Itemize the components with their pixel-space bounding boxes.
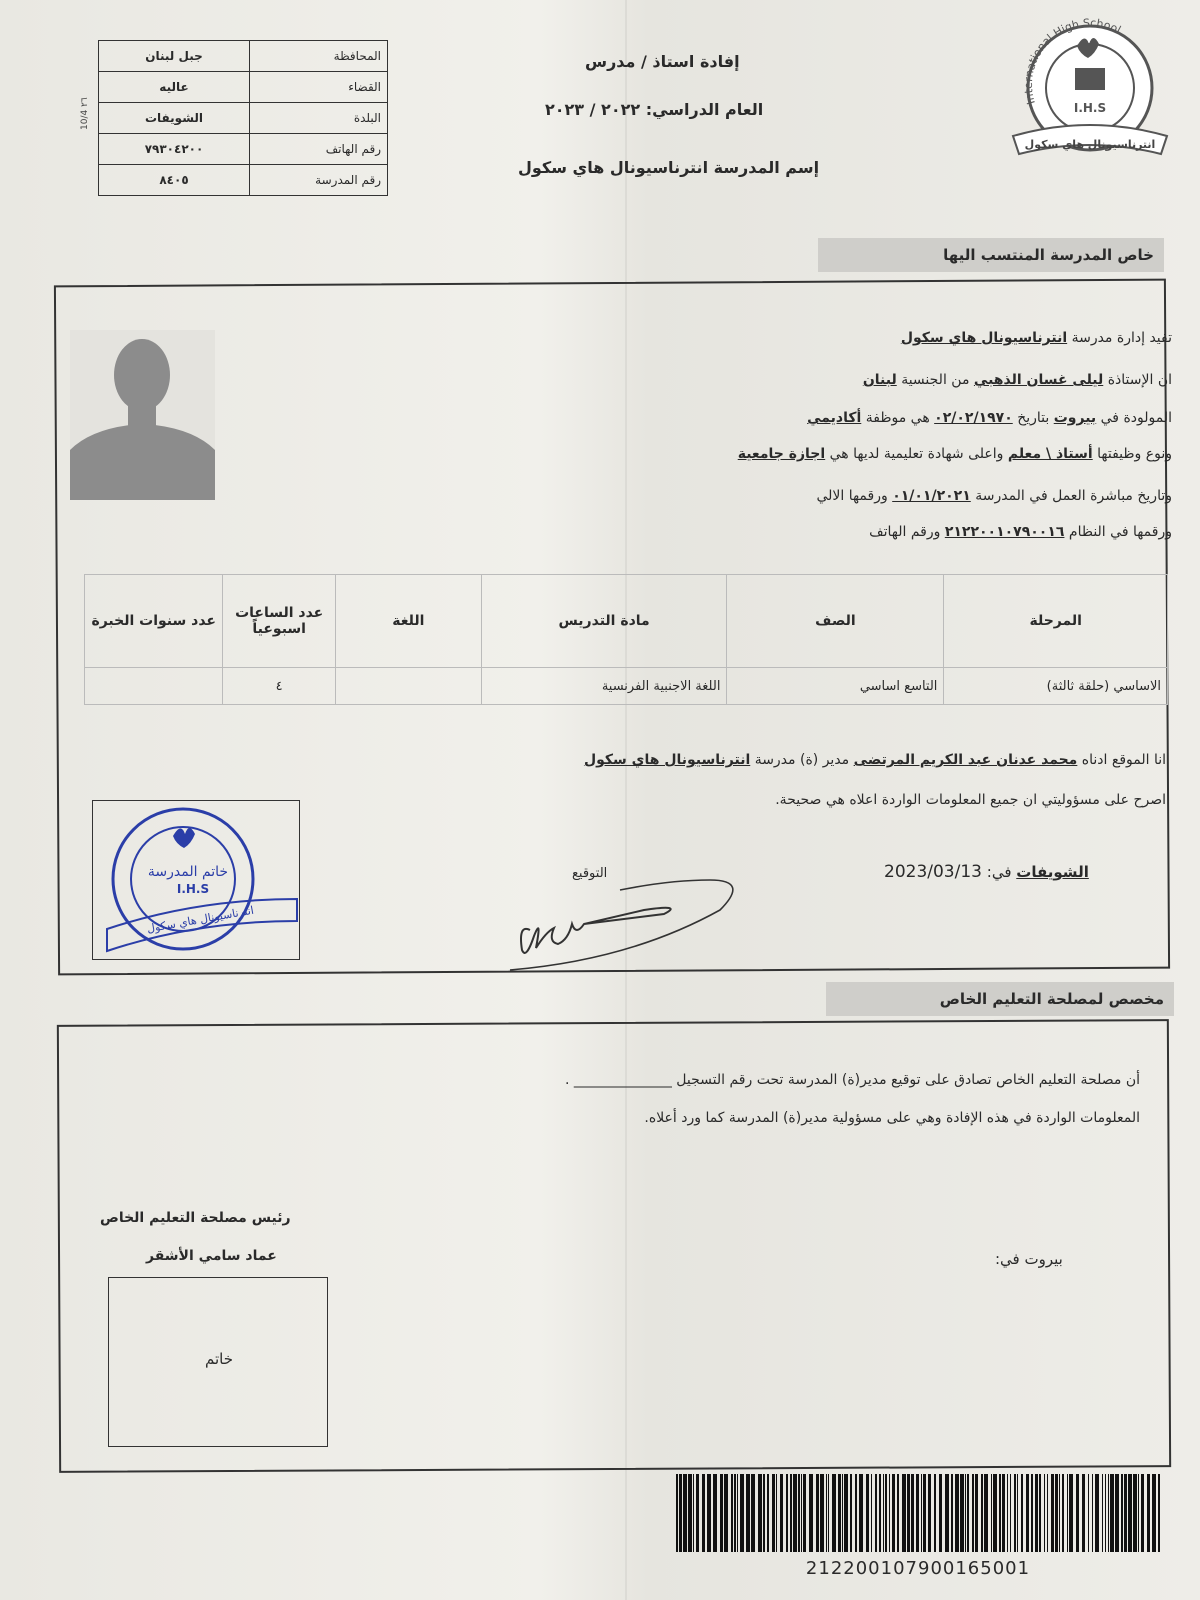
barcode-bar <box>850 1474 852 1552</box>
logo-initials: I.H.S <box>1073 101 1107 115</box>
barcode-bar <box>1039 1474 1041 1552</box>
side-reference-number: 10/4 ٢٦ <box>80 97 90 130</box>
barcode-bar <box>826 1474 827 1552</box>
book-icon <box>1075 68 1105 90</box>
barcode-bar <box>734 1474 736 1552</box>
info-row <box>99 165 388 196</box>
stamp-torch-icon <box>173 828 195 848</box>
barcode-bar <box>1017 1474 1018 1552</box>
table-cell: اللغة الاجنبية الفرنسية <box>481 668 727 705</box>
s1-text: ان الإستاذة <box>1103 372 1172 388</box>
s1-line-start <box>816 488 1172 504</box>
barcode-bar <box>999 1474 1001 1552</box>
table-cell <box>85 668 223 705</box>
highest-degree: اجازة جامعية <box>737 446 826 462</box>
table-header-cell: عدد سنوات الخبرة <box>85 575 223 668</box>
info-row <box>99 134 388 165</box>
info-label: المحافظة <box>250 41 388 72</box>
barcode-bar <box>793 1474 797 1552</box>
barcode-bar <box>921 1474 922 1552</box>
barcode-bar <box>897 1474 899 1552</box>
barcode-bar <box>955 1474 959 1552</box>
head-name: عماد سامي الأشقر <box>146 1248 277 1264</box>
barcode-bar <box>923 1474 926 1552</box>
barcode-bar <box>945 1474 949 1552</box>
barcode-bar <box>885 1474 887 1552</box>
barcode-bar <box>786 1474 788 1552</box>
info-label: القضاء <box>250 72 388 103</box>
academic-year <box>545 100 763 119</box>
info-value: ٨٤٠٥ <box>99 165 250 196</box>
info-value: عاليه <box>99 72 250 103</box>
employee-type: أكاديمي <box>807 410 862 426</box>
barcode-bar <box>828 1474 829 1552</box>
barcode-bar <box>801 1474 802 1552</box>
document-title: إفادة استاذ / مدرس <box>585 52 740 71</box>
declaration-place-date <box>884 862 1089 882</box>
barcode-bar <box>1035 1474 1038 1552</box>
s2-paragraph-1: أن مصلحة التعليم الخاص تصادق على توقيع مدير(ة) المدرسة تحت رقم التسجيل ______________ . <box>564 1072 1140 1088</box>
info-label: رقم الهاتف <box>250 134 388 165</box>
table-cell: التاسع اساسي <box>727 668 944 705</box>
barcode-bar <box>1026 1474 1029 1552</box>
barcode-bar <box>1105 1474 1106 1552</box>
birth-date: ٠٢/٠٢/١٩٧٠ <box>934 410 1013 426</box>
barcode-bar <box>1047 1474 1048 1552</box>
barcode-bar <box>879 1474 881 1552</box>
table-cell <box>335 668 481 705</box>
barcode-bar <box>907 1474 910 1552</box>
job-type: أستاذ \ معلم <box>1007 446 1093 462</box>
barcode-bar <box>984 1474 988 1552</box>
info-label: رقم المدرسة <box>250 165 388 196</box>
head-title: رئيس مصلحة التعليم الخاص <box>100 1210 291 1226</box>
barcode-bar <box>951 1474 953 1552</box>
barcode-bar <box>859 1474 863 1552</box>
s1-text: ونوع وظيفتها <box>1092 446 1172 462</box>
barcode-bar <box>993 1474 997 1552</box>
barcode-bar <box>889 1474 890 1552</box>
barcode-bar <box>790 1474 792 1552</box>
info-value: ٧٩٣٠٤٢٠٠ <box>99 134 250 165</box>
barcode-bar <box>1044 1474 1045 1552</box>
section-school-title: خاص المدرسة المنتسب اليها <box>818 238 1164 272</box>
barcode-bar <box>991 1474 992 1552</box>
beirut-date-label: بيروت في: <box>995 1250 1063 1268</box>
s1-text: ورقمها في النظام <box>1064 524 1172 540</box>
barcode-bar <box>832 1474 836 1552</box>
barcode-bar <box>676 1474 678 1552</box>
school-info-table <box>98 40 388 196</box>
stamp-initials: I.H.S <box>176 882 210 896</box>
logo-banner-text: انترناسيونال هاي سكول <box>1024 138 1156 151</box>
barcode-bar <box>737 1474 738 1552</box>
barcode-bar <box>844 1474 848 1552</box>
birth-place: بيروت <box>1053 410 1097 426</box>
info-row <box>99 41 388 72</box>
official-seal-box <box>108 1277 328 1447</box>
s1-line-system <box>869 524 1172 540</box>
teaching-table-header <box>85 575 1168 668</box>
barcode-bar <box>1092 1474 1093 1552</box>
barcode-bar <box>1010 1474 1011 1552</box>
barcode-bar <box>1095 1474 1099 1552</box>
barcode-bar <box>679 1474 682 1552</box>
s1-text: المولودة في <box>1096 410 1172 426</box>
info-row <box>99 103 388 134</box>
s1-text: ورقم الهاتف <box>869 524 945 540</box>
system-number: ٢١٢٢٠٠١٠٧٩٠٠١٦ <box>944 524 1065 540</box>
barcode-bar <box>1158 1474 1160 1552</box>
start-date: ٠١/٠١/٢٠٢١ <box>892 488 971 504</box>
barcode-bar <box>1128 1474 1132 1552</box>
barcode-bar <box>1007 1474 1008 1552</box>
barcode-bar <box>740 1474 744 1552</box>
declaration-line-1 <box>584 752 1166 768</box>
s1-text: هي موظفة <box>861 410 935 426</box>
barcode-bar <box>702 1474 705 1552</box>
barcode-bar <box>1138 1474 1139 1552</box>
barcode-bar <box>1031 1474 1033 1552</box>
logo-arc-text: International High School <box>1021 16 1124 106</box>
table-row <box>85 668 1168 705</box>
academic-year-value: ٢٠٢٢ / ٢٠٢٣ <box>545 100 641 119</box>
barcode-bar <box>763 1474 765 1552</box>
barcode-bar <box>892 1474 895 1552</box>
s1-line-job <box>738 446 1172 462</box>
barcode-bar <box>688 1474 692 1552</box>
s2-paragraph-2: المعلومات الواردة في هذه الإفادة وهي على مسؤولية مدير(ة) المدرسة كما ورد أعلاه. <box>644 1110 1140 1126</box>
decl-text: مدير (ة) مدرسة <box>750 752 854 768</box>
barcode-bar <box>693 1474 694 1552</box>
decl-text: انا الموقع ادناه <box>1077 752 1166 768</box>
stamp-label: خاتم المدرسة <box>147 864 229 880</box>
table-header-cell: عدد الساعات اسبوعياً <box>223 575 335 668</box>
barcode-bar <box>1067 1474 1068 1552</box>
info-row <box>99 72 388 103</box>
barcode-bar <box>928 1474 931 1552</box>
school-stamp-box <box>92 800 300 960</box>
barcode-bar <box>871 1474 872 1552</box>
section-education-title: مخصص لمصلحة التعليم الخاص <box>826 982 1174 1016</box>
barcode <box>676 1474 1160 1552</box>
barcode-bar <box>820 1474 824 1552</box>
barcode-bar <box>772 1474 775 1552</box>
barcode-bar <box>934 1474 936 1552</box>
barcode-bar <box>939 1474 942 1552</box>
s1-line-birth <box>807 410 1172 426</box>
barcode-bar <box>707 1474 711 1552</box>
barcode-bar <box>683 1474 687 1552</box>
table-header-cell: الصف <box>727 575 944 668</box>
barcode-bar <box>1076 1474 1079 1552</box>
barcode-bar <box>751 1474 755 1552</box>
s1-text: وتاريخ مباشرة العمل في المدرسة <box>970 488 1172 504</box>
barcode-bar <box>975 1474 978 1552</box>
at-label: في: <box>986 863 1017 881</box>
barcode-number: 21220010790016500​1 <box>805 1558 1031 1579</box>
declaration-line-2: اصرح على مسؤوليتي ان جميع المعلومات الواردة اعلاه هي صحيحة. <box>775 792 1166 808</box>
barcode-bar <box>967 1474 969 1552</box>
barcode-bar <box>746 1474 750 1552</box>
teacher-name: ليلى غسان الذهبي <box>973 372 1104 388</box>
barcode-bar <box>838 1474 841 1552</box>
table-header-cell: مادة التدريس <box>481 575 727 668</box>
decl-school-name: انترناسيونال هاي سكول <box>583 752 751 768</box>
s1-text: ورقمها الالي <box>816 488 893 504</box>
table-header-cell: اللغة <box>335 575 481 668</box>
barcode-bar <box>911 1474 914 1552</box>
barcode-bar <box>1152 1474 1156 1552</box>
barcode-bar <box>731 1474 733 1552</box>
s1-text: تفيد إدارة مدرسة <box>1067 330 1172 346</box>
table-header-cell: المرحلة <box>944 575 1168 668</box>
barcode-bar <box>883 1474 884 1552</box>
barcode-bar <box>875 1474 877 1552</box>
barcode-bar <box>1014 1474 1016 1552</box>
teaching-table <box>84 574 1168 705</box>
school-logo <box>1005 8 1175 173</box>
academic-year-label: العام الدراسي: <box>645 100 764 119</box>
barcode-bar <box>1021 1474 1023 1552</box>
barcode-bar <box>696 1474 699 1552</box>
barcode-bar <box>965 1474 966 1552</box>
barcode-bar <box>758 1474 762 1552</box>
barcode-bar <box>798 1474 800 1552</box>
s1-line-teacher <box>863 372 1172 388</box>
signature-mark <box>470 860 760 1000</box>
barcode-bar <box>1055 1474 1058 1552</box>
s1-school-name: انترناسيونال هاي سكول <box>900 330 1068 346</box>
barcode-bar <box>713 1474 717 1552</box>
barcode-bar <box>855 1474 857 1552</box>
principal-name: محمد عدنان عبد الكريم المرتضى <box>853 752 1078 768</box>
barcode-bar <box>902 1474 906 1552</box>
signature-label: التوقيع <box>572 866 608 881</box>
barcode-bar <box>1082 1474 1085 1552</box>
barcode-bar <box>1002 1474 1005 1552</box>
barcode-bar <box>916 1474 919 1552</box>
table-cell: الاساسي (حلقة ثالثة) <box>944 668 1168 705</box>
barcode-bar <box>1133 1474 1137 1552</box>
barcode-bar <box>972 1474 974 1552</box>
barcode-bar <box>1141 1474 1144 1552</box>
barcode-bar <box>1062 1474 1064 1552</box>
barcode-bar <box>1121 1474 1123 1552</box>
barcode-bar <box>1069 1474 1073 1552</box>
declaration-date: 2023/03/13 <box>884 862 982 882</box>
barcode-bar <box>1115 1474 1119 1552</box>
barcode-bar <box>842 1474 843 1552</box>
barcode-bar <box>1088 1474 1089 1552</box>
barcode-bar <box>809 1474 813 1552</box>
barcode-bar <box>767 1474 769 1552</box>
info-value: الشويفات <box>99 103 250 134</box>
barcode-bar <box>720 1474 723 1552</box>
place: الشويفات <box>1016 863 1089 881</box>
stamp-banner: انترناسيونال هاي سكول <box>145 903 255 936</box>
table-cell: ٤ <box>223 668 335 705</box>
barcode-bar <box>981 1474 983 1552</box>
s1-text: من الجنسية <box>896 372 974 388</box>
barcode-bar <box>1124 1474 1127 1552</box>
barcode-bar <box>1059 1474 1060 1552</box>
info-value: جبل لبنان <box>99 41 250 72</box>
person-photo-placeholder <box>70 330 215 500</box>
school-name-line: إسم المدرسة انترناسيونال هاي سكول <box>518 158 820 177</box>
barcode-bar <box>866 1474 869 1552</box>
barcode-bar <box>803 1474 806 1552</box>
barcode-bar <box>1110 1474 1114 1552</box>
barcode-bar <box>724 1474 728 1552</box>
s1-text: واعلى شهادة تعليمية لديها هي <box>825 446 1008 462</box>
info-label: البلدة <box>250 103 388 134</box>
nationality: لبنان <box>862 372 897 388</box>
barcode-bar <box>1051 1474 1054 1552</box>
barcode-bar <box>1102 1474 1103 1552</box>
s1-line-school <box>901 330 1172 346</box>
barcode-bar <box>960 1474 964 1552</box>
barcode-bar <box>1147 1474 1150 1552</box>
barcode-bar <box>816 1474 819 1552</box>
barcode-bar <box>776 1474 777 1552</box>
seal-label: خاتم <box>205 1350 234 1368</box>
barcode-bar <box>780 1474 783 1552</box>
barcode-bar <box>1108 1474 1109 1552</box>
s1-text: بتاريخ <box>1012 410 1054 426</box>
